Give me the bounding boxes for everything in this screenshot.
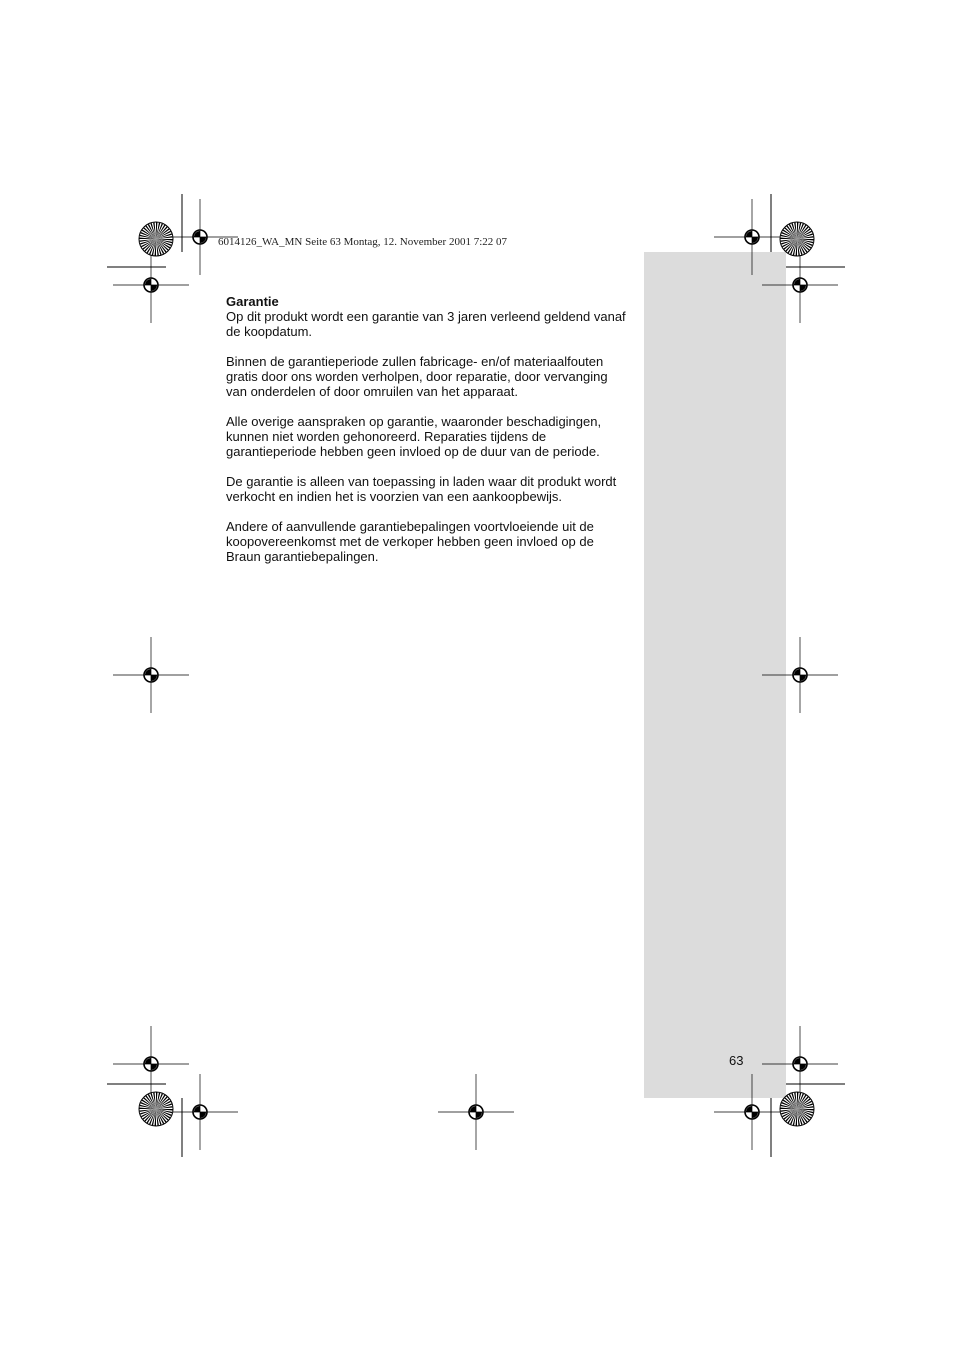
page-number: 63 bbox=[729, 1053, 744, 1068]
color-star-target-icon bbox=[780, 222, 814, 256]
registration-mark-icon bbox=[162, 1074, 238, 1150]
paragraph: Op dit produkt wordt een garantie van 3 jaren verleend geldend vanaf de koopdatum. bbox=[226, 309, 626, 339]
paragraph: De garantie is alleen van toepassing in laden waar dit produkt wordt verkocht en indien het is voorzien van een aankoopbewijs. bbox=[226, 474, 617, 504]
registration-mark-icon bbox=[113, 247, 189, 323]
document-body bbox=[226, 294, 626, 579]
registration-mark-icon bbox=[113, 1026, 189, 1102]
color-star-target-icon bbox=[139, 222, 173, 256]
registration-mark-icon bbox=[714, 1074, 790, 1150]
registration-mark-icon bbox=[714, 199, 790, 275]
printer-slug-line: 6014126_WA_MN Seite 63 Montag, 12. November 2001 7:22 07 bbox=[218, 236, 508, 248]
color-star-target-icon bbox=[139, 1092, 173, 1126]
registration-mark-icon bbox=[762, 637, 838, 713]
registration-mark-icon bbox=[762, 1026, 838, 1102]
paragraph: Binnen de garantieperiode zullen fabricage- en/of materiaalfouten gratis door ons worden verholpen, door reparatie, door vervanging van onderdelen of door omruilen van het apparaat. bbox=[226, 354, 608, 399]
registration-mark-icon bbox=[438, 1074, 514, 1150]
paragraph: Andere of aanvullende garantiebepalingen voortvloeiende uit de koopovereenkomst met de verkoper hebben geen invloed op de Braun garantiebepalingen. bbox=[226, 519, 594, 564]
section-heading: Garantie bbox=[226, 294, 279, 309]
color-star-target-icon bbox=[780, 1092, 814, 1126]
registration-mark-icon bbox=[762, 247, 838, 323]
paragraph: Alle overige aanspraken op garantie, waaronder beschadigingen, kunnen niet worden gehonoreerd. Reparaties tijdens de garantieperiode hebben geen invloed op de duur van de periode. bbox=[226, 414, 602, 459]
registration-mark-icon bbox=[113, 637, 189, 713]
